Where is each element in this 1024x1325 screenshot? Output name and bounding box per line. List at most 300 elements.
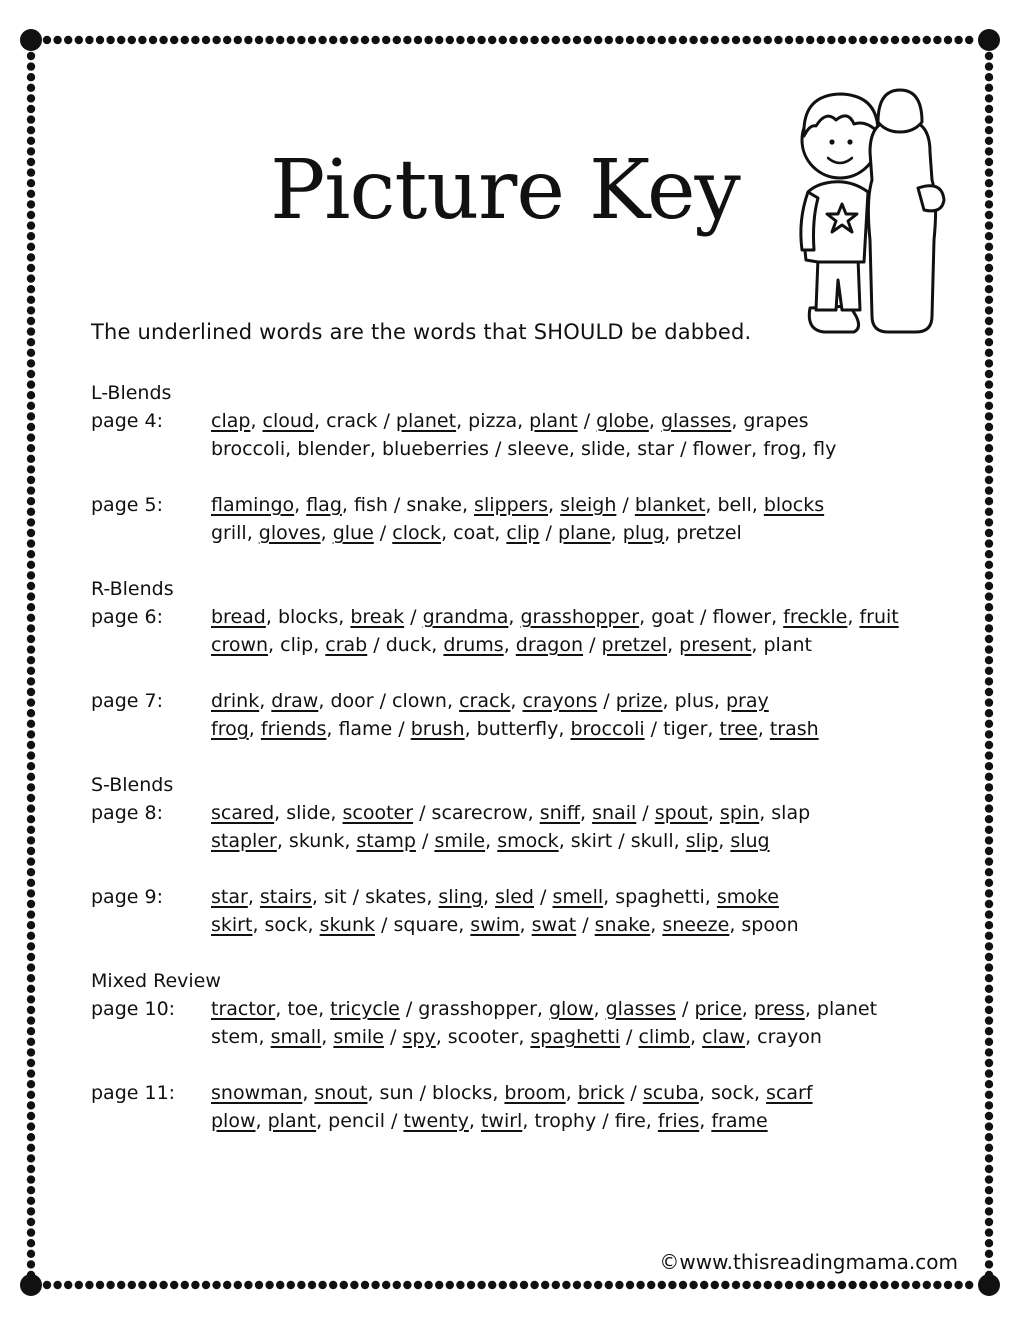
plain-text: , scooter, <box>435 1026 531 1048</box>
plain-text: stem, <box>211 1026 271 1048</box>
word-line <box>211 802 810 824</box>
border-dot <box>985 720 993 728</box>
page-label: page 7: <box>91 690 163 712</box>
border-dot <box>985 221 993 229</box>
border-dot <box>985 815 993 823</box>
plain-text: , <box>548 494 561 516</box>
border-dot <box>43 36 51 44</box>
border-dot <box>27 656 35 664</box>
border-dot <box>985 1228 993 1236</box>
plain-text: grill, <box>211 522 259 544</box>
border-dot <box>27 561 35 569</box>
plain-text: , fish / snake, <box>341 494 475 516</box>
border-dot <box>106 1281 114 1289</box>
border-dot <box>117 36 125 44</box>
border-dot <box>27 783 35 791</box>
border-dot <box>985 603 993 611</box>
border-dot <box>106 36 114 44</box>
plain-text: , bell, <box>705 494 764 516</box>
plain-text: , pretzel <box>664 522 742 544</box>
border-dot <box>27 423 35 431</box>
underlined-word: plant <box>529 410 578 432</box>
underlined-word: smock <box>497 830 559 852</box>
plain-text: / grasshopper, <box>399 998 549 1020</box>
underlined-word: star <box>211 886 248 908</box>
plain-text: , planet <box>804 998 878 1020</box>
border-dot <box>27 126 35 134</box>
border-dot <box>27 105 35 113</box>
border-dot <box>985 349 993 357</box>
plain-text: , <box>565 1082 578 1104</box>
plain-text: , <box>485 830 498 852</box>
border-dot <box>985 115 993 123</box>
border-dot <box>27 698 35 706</box>
border-dot <box>75 1281 83 1289</box>
border-dot <box>985 1038 993 1046</box>
border-dot <box>53 1281 61 1289</box>
border-dot <box>27 179 35 187</box>
border-dot <box>541 1281 549 1289</box>
border-dot <box>626 36 634 44</box>
border-dot <box>159 1281 167 1289</box>
border-dot <box>202 1281 210 1289</box>
border-dot <box>27 1228 35 1236</box>
border-dot <box>27 592 35 600</box>
border-dot <box>985 126 993 134</box>
border-dot <box>933 1281 941 1289</box>
underlined-word: clock <box>392 522 442 544</box>
border-dot <box>27 720 35 728</box>
underlined-word: slug <box>730 830 770 852</box>
border-dot <box>985 370 993 378</box>
border-dot <box>985 879 993 887</box>
underlined-word: spout <box>654 802 708 824</box>
plain-text: , flame / <box>326 718 411 740</box>
border-dot <box>456 36 464 44</box>
border-dot <box>985 243 993 251</box>
border-dot <box>985 306 993 314</box>
border-dot <box>985 62 993 70</box>
underlined-word: bread <box>211 606 266 628</box>
border-dot <box>985 571 993 579</box>
border-dot <box>985 635 993 643</box>
border-dot <box>382 1281 390 1289</box>
border-dot <box>774 1281 782 1289</box>
border-dot <box>223 36 231 44</box>
border-dot <box>329 1281 337 1289</box>
plain-text: , <box>321 1026 334 1048</box>
page-title: Picture Key <box>270 143 740 238</box>
border-dot <box>27 645 35 653</box>
border-dot <box>27 52 35 60</box>
word-line <box>211 1110 768 1132</box>
border-dot <box>27 508 35 516</box>
underlined-word: smoke <box>716 886 779 908</box>
border-dot <box>552 36 560 44</box>
border-dot <box>985 1154 993 1162</box>
plain-text: , crayon <box>745 1026 822 1048</box>
underlined-word: scared <box>211 802 275 824</box>
border-dot <box>308 36 316 44</box>
border-dot <box>329 36 337 44</box>
border-dot <box>340 1281 348 1289</box>
underlined-word: press <box>753 998 805 1020</box>
border-dot <box>520 36 528 44</box>
underlined-word: twenty <box>403 1110 469 1132</box>
underlined-word: drums <box>443 634 504 656</box>
plain-text: , <box>718 830 731 852</box>
border-dot <box>276 1281 284 1289</box>
underlined-word: stapler <box>211 830 277 852</box>
underlined-word: clap <box>211 410 251 432</box>
plain-text: , <box>593 998 606 1020</box>
section-heading: S-Blends <box>91 774 174 796</box>
plain-text: / <box>597 690 616 712</box>
border-dot <box>96 36 104 44</box>
underlined-word: brush <box>410 718 465 740</box>
border-dot <box>985 168 993 176</box>
border-dot <box>700 36 708 44</box>
plain-text: , <box>707 802 720 824</box>
page-label: page 10: <box>91 998 176 1020</box>
border-dot <box>668 1281 676 1289</box>
border-dot <box>27 857 35 865</box>
plain-text: , pencil / <box>316 1110 404 1132</box>
border-dot <box>361 36 369 44</box>
border-dot <box>371 1281 379 1289</box>
plain-text: , <box>699 1110 712 1132</box>
border-dot <box>27 889 35 897</box>
border-dot <box>573 36 581 44</box>
border-dot <box>27 232 35 240</box>
border-dot <box>393 36 401 44</box>
border-dot <box>985 274 993 282</box>
plain-text: , <box>247 886 260 908</box>
underlined-word: climb <box>638 1026 691 1048</box>
border-dot <box>985 94 993 102</box>
border-dot <box>27 1175 35 1183</box>
border-dot <box>350 1281 358 1289</box>
border-dot <box>424 36 432 44</box>
border-dot <box>985 285 993 293</box>
border-dot <box>742 36 750 44</box>
border-dot <box>985 84 993 92</box>
plain-text: / <box>404 606 423 628</box>
plain-text: , slide, <box>274 802 343 824</box>
border-dot <box>488 1281 496 1289</box>
underlined-word: grasshopper <box>520 606 640 628</box>
border-dot <box>774 36 782 44</box>
border-dot <box>985 921 993 929</box>
plain-text: / <box>577 410 597 432</box>
plain-text: , goat / flower, <box>639 606 784 628</box>
border-dot <box>985 539 993 547</box>
underlined-word: break <box>350 606 405 628</box>
border-dot <box>27 486 35 494</box>
border-dot <box>64 1281 72 1289</box>
border-dot <box>985 741 993 749</box>
border-dot <box>753 36 761 44</box>
border-dot <box>27 1239 35 1247</box>
border-dot <box>985 1207 993 1215</box>
border-dot <box>27 243 35 251</box>
plain-text: , <box>741 998 754 1020</box>
plain-text: , skirt / skull, <box>558 830 686 852</box>
plain-text: , <box>648 410 661 432</box>
border-dot <box>732 36 740 44</box>
border-dot <box>985 645 993 653</box>
border-dot <box>27 635 35 643</box>
word-line <box>211 606 899 628</box>
underlined-word: sleigh <box>560 494 617 516</box>
border-dot <box>985 1144 993 1152</box>
word-line <box>211 998 877 1020</box>
border-dot <box>27 274 35 282</box>
underlined-word: present <box>679 634 752 656</box>
border-dot <box>27 1016 35 1024</box>
border-dot <box>27 1154 35 1162</box>
border-dot <box>117 1281 125 1289</box>
plain-text: , <box>690 1026 703 1048</box>
border-dot <box>985 1069 993 1077</box>
border-dot <box>985 476 993 484</box>
border-dot <box>742 1281 750 1289</box>
border-dot <box>985 338 993 346</box>
plain-text: , <box>610 522 623 544</box>
underlined-word: globe <box>596 410 649 432</box>
border-dot <box>27 847 35 855</box>
underlined-word: smell <box>552 886 604 908</box>
border-dot <box>27 868 35 876</box>
plain-text: / <box>624 1082 643 1104</box>
border-dot <box>27 942 35 950</box>
border-dot <box>446 1281 454 1289</box>
border-dot <box>244 1281 252 1289</box>
border-dot <box>27 985 35 993</box>
underlined-word: skirt <box>211 914 253 936</box>
underlined-word: crack <box>459 690 511 712</box>
border-dot <box>27 529 35 537</box>
underlined-word: scuba <box>642 1082 699 1104</box>
plain-text: broccoli, blender, blueberries / sleeve, slide, star / flower, frog, fly <box>211 438 837 460</box>
border-dot <box>985 253 993 261</box>
border-dot <box>265 1281 273 1289</box>
border-dot <box>985 762 993 770</box>
underlined-word: fries <box>657 1110 700 1132</box>
border-dot <box>985 1091 993 1099</box>
underlined-word: claw <box>702 1026 746 1048</box>
border-dot <box>985 1260 993 1268</box>
border-dot <box>541 36 549 44</box>
border-dot <box>700 1281 708 1289</box>
underlined-word: snowman <box>211 1082 303 1104</box>
border-dot <box>944 36 952 44</box>
border-dot <box>985 486 993 494</box>
border-dot <box>679 1281 687 1289</box>
plain-text: / <box>384 1026 403 1048</box>
border-dot <box>255 1281 263 1289</box>
underlined-word: crab <box>325 634 368 656</box>
border-dot <box>711 1281 719 1289</box>
border-dot <box>27 147 35 155</box>
underlined-word: gloves <box>258 522 321 544</box>
border-dot <box>27 402 35 410</box>
border-dot <box>985 804 993 812</box>
border-dot <box>27 1218 35 1226</box>
border-dot <box>985 550 993 558</box>
plain-text: , <box>255 1110 268 1132</box>
border-dot <box>509 1281 517 1289</box>
border-dot <box>382 36 390 44</box>
underlined-word: skunk <box>319 914 375 936</box>
plain-text: , plus, <box>662 690 726 712</box>
underlined-word: price <box>694 998 742 1020</box>
word-line <box>211 522 742 544</box>
border-dot <box>27 1260 35 1268</box>
plain-text: , sun / blocks, <box>367 1082 505 1104</box>
page-label: page 4: <box>91 410 163 432</box>
plain-text: , <box>757 718 770 740</box>
border-dot <box>838 1281 846 1289</box>
intro-text: The underlined words are the words that SHOULD be dabbed. <box>91 320 752 344</box>
border-dot <box>212 36 220 44</box>
border-dot <box>128 1281 136 1289</box>
border-dot <box>985 709 993 717</box>
plain-text: , crack / <box>313 410 396 432</box>
border-dot <box>594 1281 602 1289</box>
border-dot <box>985 402 993 410</box>
border-dot <box>605 1281 613 1289</box>
border-dot <box>27 1069 35 1077</box>
border-dot <box>985 677 993 685</box>
border-dot <box>27 995 35 1003</box>
border-dot <box>27 1197 35 1205</box>
border-dot <box>848 1281 856 1289</box>
plain-text: , coat, <box>441 522 507 544</box>
border-dot <box>27 688 35 696</box>
border-dot <box>27 921 35 929</box>
border-dot <box>985 264 993 272</box>
border-dot <box>573 1281 581 1289</box>
border-dot <box>795 36 803 44</box>
border-dot <box>985 667 993 675</box>
border-dot <box>27 550 35 558</box>
plain-text: , <box>294 494 307 516</box>
border-dot <box>27 200 35 208</box>
word-line <box>211 830 770 852</box>
underlined-word: glasses <box>605 998 676 1020</box>
border-dot <box>27 168 35 176</box>
border-dot <box>27 1144 35 1152</box>
border-dot <box>27 539 35 547</box>
underlined-word: pretzel <box>601 634 668 656</box>
border-dot <box>530 1281 538 1289</box>
border-dot <box>27 73 35 81</box>
border-dot <box>27 1080 35 1088</box>
underlined-word: smile <box>434 830 486 852</box>
border-dot <box>985 1006 993 1014</box>
border-dot <box>562 36 570 44</box>
underlined-word: flamingo <box>211 494 295 516</box>
border-dot <box>202 36 210 44</box>
border-dot <box>985 1080 993 1088</box>
border-dot <box>658 36 666 44</box>
underlined-word: slip <box>685 830 719 852</box>
underlined-word: drink <box>211 690 260 712</box>
border-dot <box>27 349 35 357</box>
border-dot <box>27 804 35 812</box>
border-dot <box>721 36 729 44</box>
boy-hugging-marker-icon <box>792 80 952 350</box>
border-dot <box>870 1281 878 1289</box>
border-dot <box>27 1207 35 1215</box>
plain-text: , toe, <box>275 998 331 1020</box>
border-dot <box>27 826 35 834</box>
border-dot <box>985 179 993 187</box>
border-dot <box>27 910 35 918</box>
border-dot <box>27 1091 35 1099</box>
plain-text: , <box>320 522 333 544</box>
underlined-word: smile <box>333 1026 384 1048</box>
border-dot <box>361 1281 369 1289</box>
border-dot <box>817 36 825 44</box>
underlined-word: tricycle <box>330 998 400 1020</box>
border-dot <box>985 910 993 918</box>
plain-text: / <box>373 522 393 544</box>
border-dot <box>985 296 993 304</box>
underlined-word: crown <box>211 634 269 656</box>
border-dot <box>859 1281 867 1289</box>
word-line <box>211 690 769 712</box>
border-dot <box>27 137 35 145</box>
plain-text: , <box>847 606 860 628</box>
plain-text: / duck, <box>367 634 444 656</box>
underlined-word: brick <box>577 1082 625 1104</box>
border-dot <box>965 1281 973 1289</box>
border-dot <box>933 36 941 44</box>
border-dot <box>985 900 993 908</box>
border-dot <box>870 36 878 44</box>
underlined-word: spaghetti <box>530 1026 620 1048</box>
page-label: page 6: <box>91 606 163 628</box>
border-dot <box>985 497 993 505</box>
border-dot <box>985 1175 993 1183</box>
border-dot <box>583 1281 591 1289</box>
border-dot <box>27 370 35 378</box>
underlined-word: broom <box>504 1082 566 1104</box>
underlined-word: grandma <box>422 606 509 628</box>
word-line <box>211 1026 822 1048</box>
border-dot <box>985 147 993 155</box>
plain-text: , <box>667 634 680 656</box>
plain-text: , skunk, <box>276 830 357 852</box>
border-dot <box>467 36 475 44</box>
plain-text: , pizza, <box>456 410 530 432</box>
border-dot <box>27 211 35 219</box>
border-dot <box>985 1059 993 1067</box>
border-dot <box>27 794 35 802</box>
border-dot <box>985 826 993 834</box>
border-dot <box>27 709 35 717</box>
border-dot <box>170 1281 178 1289</box>
border-dot <box>27 62 35 70</box>
border-dot <box>27 1006 35 1014</box>
border-dot <box>318 36 326 44</box>
border-dot <box>891 36 899 44</box>
border-dot <box>647 1281 655 1289</box>
section-heading: L-Blends <box>91 382 172 404</box>
border-dot <box>96 1281 104 1289</box>
